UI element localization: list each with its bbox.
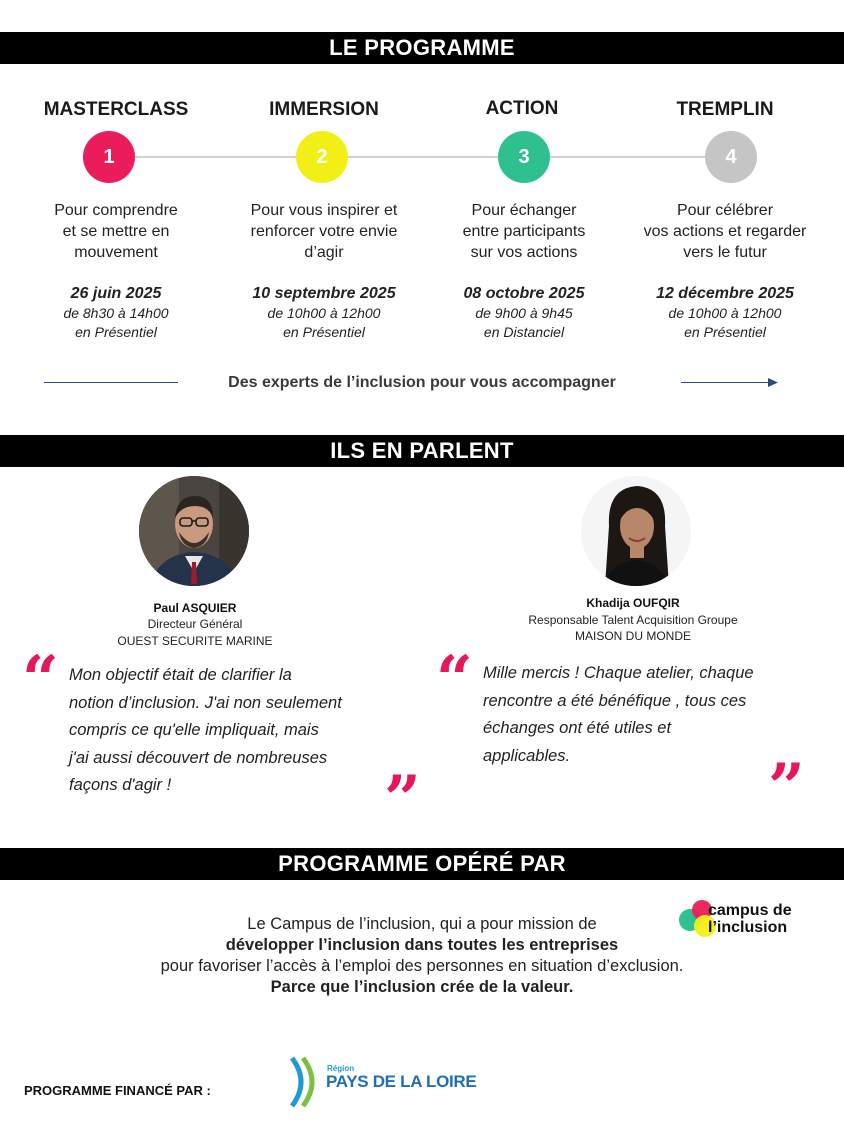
portrait-woman-icon — [581, 476, 691, 586]
person-company-khadija: MAISON DU MONDE — [574, 629, 691, 643]
step-title-action: ACTION — [485, 98, 559, 119]
campus-inclusion-logo — [678, 898, 818, 942]
step-desc-tremplin: Pour célébrer vos actions et regarder vers le futur — [643, 202, 807, 261]
person-company-paul: OUEST SECURITE MARINE — [117, 634, 273, 648]
avatar-paul-asquier — [139, 476, 249, 586]
avatar-khadija-oufqir — [581, 476, 691, 586]
step-date-masterclass: 26 juin 2025 — [70, 285, 162, 302]
step-date-action: 08 octobre 2025 — [463, 285, 585, 302]
operator-line-1: Le Campus de l’inclusion, qui a pour mission de — [247, 915, 597, 933]
region-name: PAYS DE LA LOIRE — [326, 1072, 477, 1091]
region-pays-de-la-loire-logo — [288, 1056, 488, 1108]
region-logo-arcs-icon — [288, 1056, 328, 1108]
step-desc-immersion: Pour vous inspirer et renforcer votre envie d’agir — [250, 202, 398, 261]
operator-line-3: pour favoriser l’accès à l’emploi des personnes en situation d’exclusion. — [160, 957, 684, 975]
step-mode-immersion: en Présentiel — [283, 324, 365, 340]
open-quote-icon: “ — [22, 642, 59, 717]
person-role-paul: Directeur Général — [147, 617, 243, 631]
close-quote-icon: ” — [768, 750, 805, 825]
step-date-tremplin: 12 décembre 2025 — [656, 285, 794, 302]
operator-line-4: Parce que l’inclusion crée de la valeur. — [270, 978, 574, 996]
testimonials-heading: ILS EN PARLENT — [0, 435, 844, 467]
close-quote-icon: ” — [384, 762, 421, 837]
region-small-label: Région — [327, 1064, 355, 1073]
step-mode-tremplin: en Présentiel — [684, 324, 766, 340]
step-mode-masterclass: en Présentiel — [75, 324, 157, 340]
timeline-connector — [110, 156, 730, 158]
person-name-khadija: Khadija OUFQIR — [586, 596, 680, 610]
step-number-2: 2 — [296, 131, 348, 183]
step-title-masterclass: MASTERCLASS — [43, 99, 189, 120]
step-desc-masterclass: Pour comprendre et se mettre en mouvement — [54, 202, 178, 261]
step-time-immersion: de 10h00 à 12h00 — [267, 305, 381, 321]
arrow-right-icon — [768, 378, 778, 387]
step-desc-action: Pour échanger entre participants sur vos actions — [462, 202, 586, 261]
step-date-immersion: 10 septembre 2025 — [252, 285, 396, 302]
experts-tagline: Des experts de l’inclusion pour vous accompagner — [228, 374, 616, 391]
step-time-masterclass: de 8h30 à 14h00 — [63, 305, 169, 321]
operator-heading: PROGRAMME OPÉRÉ PAR — [0, 848, 844, 880]
step-time-tremplin: de 10h00 à 12h00 — [668, 305, 782, 321]
step-number-4: 4 — [705, 131, 757, 183]
programme-heading: LE PROGRAMME — [0, 32, 844, 64]
quote-paul: Mon objectif était de clarifier la notion d’inclusion. J'ai non seulement compris ce qu'elle impliquait, mais j'ai aussi découvert de nombreuses façons d'agir ! — [69, 666, 342, 794]
step-mode-action: en Distanciel — [483, 324, 565, 340]
step-number-1: 1 — [83, 131, 135, 183]
step-title-tremplin: TREMPLIN — [676, 99, 774, 120]
operator-line-2: développer l’inclusion dans toutes les entreprises — [225, 936, 619, 954]
person-name-paul: Paul ASQUIER — [153, 601, 237, 615]
person-role-khadija: Responsable Talent Acquisition Groupe — [528, 613, 738, 627]
portrait-man-icon — [139, 476, 249, 586]
step-time-action: de 9h00 à 9h45 — [475, 305, 573, 321]
quote-khadija: Mille mercis ! Chaque atelier, chaque rencontre a été bénéfique , tous ces échanges ont été utiles et applicables. — [483, 664, 754, 765]
open-quote-icon: “ — [436, 642, 473, 717]
experts-line-right — [681, 382, 773, 383]
funding-label: PROGRAMME FINANCÉ PAR : — [24, 1083, 211, 1098]
campus-logo-line-2: l’inclusion — [708, 919, 788, 936]
step-title-immersion: IMMERSION — [269, 99, 379, 120]
step-number-3: 3 — [498, 131, 550, 183]
campus-logo-line-1: campus de — [708, 902, 792, 919]
